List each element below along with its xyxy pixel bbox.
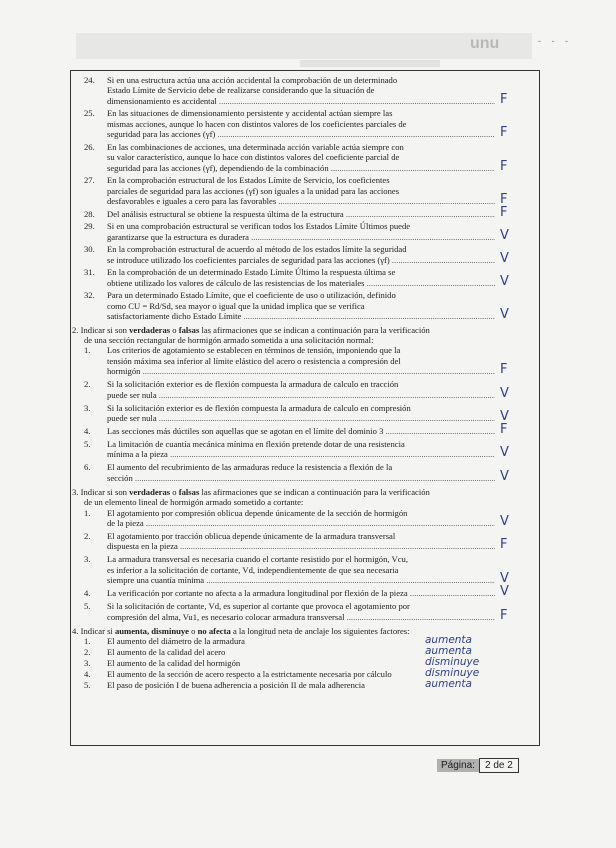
item-line: se introduce utilizado los coeficientes parciales de seguridad para las acciones (γf) ..... [107,255,495,265]
item-line: El agotamiento por compresión oblicua depende únicamente de la sección de hormigón [107,507,408,518]
text: o [172,486,177,497]
item-number: 1. [84,345,91,356]
item-number: 5. [84,601,91,612]
item-number: 2. [84,647,91,657]
text: Indicar si son [80,324,127,335]
item-line: obtiene utilizado los valores de cálculo de las resistencias de los materiales ..... [107,278,495,288]
bold-text: falsas [178,486,200,497]
text: Indicar si son [80,486,127,497]
question-header [72,626,410,636]
item-line: Para un determinado Estado Límite, que el coeficiente de uso o utilización, definido [107,290,396,301]
answer-word: disminuye [425,667,480,679]
item-number: 1. [84,507,91,518]
bold-text: aumenta, disminuye [114,625,189,636]
item-line: su valor característico, aunque lo hace con distintos valores del coeficiente parcial de [107,152,400,163]
item-number: 28. [84,208,95,219]
item-line: Del análisis estructural se obtiene la respuesta última de la estructura ..... [107,209,495,219]
item-line: parciales de seguridad para las acciones (γf) son iguales a la unidad para las acciones [107,185,400,196]
question-header-line: de una sección rectangular de hormigón armado sometida a una solicitación normal: [84,335,374,345]
answer-mark: F [500,91,508,107]
item-line: El aumento del recubrimiento de las armaduras reduce la resistencia a flexión de la [107,462,393,473]
question-number: 3. [72,486,79,497]
bold-text: falsas [178,324,200,335]
item-line: Si la solicitación exterior es de flexión compuesta la armadura de calculo en tracción [107,379,399,390]
item-line: El agotamiento por tracción oblicua depende únicamente de la armadura transversal [107,531,396,541]
item-line: En las situaciones de dimensionamiento persistente y accidental actúan siempre las [107,108,393,119]
item-line: tensión máxima sea inferior al límite elástico del acero o resistencia a compresión del [107,355,401,366]
item-number: 4. [84,588,91,599]
item-line: compresión del alma, Vu1, es necesario colocar armadura transversal ..... [107,612,495,622]
answer-mark: F [500,362,508,378]
scan-mark: - - - [538,36,572,46]
item-line: como CU = Rd/Sd, sea mayor o igual que la unidad implica que se verifica [107,300,365,311]
answer-mark: V [500,468,509,484]
answer-word: aumenta [425,634,472,646]
item-line: dimensionamiento es accidental ..... [107,96,495,106]
item-line: hormigón ..... [107,366,495,376]
item-line: En las combinaciones de acciones, una determinada acción variable actúa siempre con [107,141,404,152]
question-header [72,325,430,335]
item-line: satisfactoriamente dicho Estado Límite ..... [107,311,495,321]
text: las afirmaciones que se indican a continuación para la verificación [201,486,430,497]
item-number: 3. [84,402,91,413]
item-line dots: El aumento de la calidad del hormigón [107,658,241,668]
answer-mark: V [500,571,509,587]
answer-mark: V [500,227,509,243]
answer-mark: F [500,422,508,437]
item-number: 32. [84,290,95,301]
item-line: dispuesta en la pieza ..... [107,541,495,551]
answer-mark: F [500,192,508,207]
item-line: garantizarse que la estructura es duradera ..... [107,232,495,242]
item-number: 3. [84,658,91,668]
text: o [172,324,177,335]
answer-mark: V [500,584,509,600]
item-line: En la comprobación estructural de acuerdo al método de los estados límite la seguridad [107,244,407,255]
item-line: En la comprobación de un determinado Estado Límite Último la respuesta última se [107,267,396,278]
item-line: La limitación de cuantía mecánica mínima en flexión pretende dotar de una resistencia [107,439,405,449]
question-number: 4. [72,625,79,636]
item-line: Si la solicitación de cortante, Vd, es superior al cortante que provoca el agotamiento por [107,601,410,612]
item-line dots: El aumento de la sección de acero respecto a la estrictamente necesaria por cálculo [107,669,392,679]
item-line: mismas acciones, aunque lo hacen con distintos valores de los coeficientes parciales de [107,118,407,129]
item-line: es inferior a la solicitación de cortante, Vd, independientemente de que sea necesaria [107,564,399,575]
answer-mark: V [500,514,509,529]
question-header-line: de un elemento lineal de hormigón armado sometido a cortante: [84,497,304,508]
answer-mark: V [500,445,509,461]
answer-mark: F [500,537,508,553]
item-number: 2. [84,531,91,541]
answer-mark: F [500,607,508,623]
item-number: 5. [84,439,91,449]
faded-header-band [76,33,532,59]
answer-word: aumenta [425,678,472,690]
item-line dots: El aumento del diámetro de la armadura [107,636,245,646]
item-line: puede ser nula ..... [107,413,495,423]
item-line: puede ser nula ..... [107,390,495,400]
item-number: 27. [84,175,95,186]
page-number: 2 de 2 [479,758,519,773]
item-line: de la pieza ..... [107,518,495,528]
item-number: 3. [84,554,91,565]
item-number: 5. [84,680,91,690]
item-line: desfavorables e iguales a cero para las favorables ..... [107,196,495,206]
item-line: La verificación por cortante no afecta a la armadura longitudinal por flexión de la pieza ..... [107,588,495,598]
item-number: 2. [84,379,91,390]
answer-mark: V [500,307,509,322]
bold-text: no afecta [197,625,231,636]
item-number: 30. [84,244,95,255]
item-number: 4. [84,426,91,436]
item-number: 24. [84,75,95,85]
answer-mark: V [500,250,509,266]
item-line: Si en una comprobación estructural se verifican todos los Estados Límite Últimos puede [107,221,411,232]
item-line: siempre una cuantía mínima ..... [107,575,495,585]
item-number: 25. [84,108,95,119]
text: las afirmaciones que se indican a continuación para la verificación [201,324,430,335]
answer-mark: V [500,273,509,289]
answer-mark: F [500,158,508,174]
item-line: Si en una estructura actúa una acción accidental la comprobación de un determinado [107,75,398,85]
text: Indicar si [80,625,113,636]
answer-mark: V [500,385,509,401]
item-number: 31. [84,267,95,278]
bold-text: verdaderas [129,486,171,497]
item-line dots: El aumento de la calidad del acero [107,647,226,657]
answer-mark: F [500,204,508,220]
item-number: 1. [84,636,91,646]
answer-mark: V [500,409,509,424]
item-number: 29. [84,221,95,232]
item-line: La armadura transversal es necesaria cuando el cortante resistido por el hormigón, Vcu, [107,554,408,565]
question-number: 2. [72,324,79,335]
item-line: Los criterios de agotamiento se establecen en términos de tensión, imponiendo que la [107,345,401,356]
item-number: 4. [84,669,91,679]
answer-word: aumenta [425,645,472,657]
answer-mark: F [500,125,508,141]
item-line: seguridad para las acciones (γf), dependiendo de la combinación ..... [107,163,495,173]
bold-text: verdaderas [129,324,171,335]
item-line: sección ..... [107,473,495,483]
item-number: 26. [84,141,95,152]
item-line: Las secciones más dúctiles son aquellas que se agotan en el límite del dominio 3 ..... [107,426,495,436]
faded-logo: unu [470,35,500,52]
text: a la longitud neta de anclaje los siguientes factores: [232,625,410,636]
item-line: mínima a la pieza ..... [107,449,495,459]
faded-subheader [300,60,440,67]
item-line: Estado Límite de Servicio debe de realizarse considerando que la situación de [107,85,375,96]
text: o [191,625,196,636]
answer-word: disminuye [425,656,480,668]
item-number: 6. [84,462,91,473]
question-header [72,487,430,497]
page-label: Página: [437,759,479,772]
item-line: seguridad para las acciones (γf) ..... [107,129,495,139]
item-line: Si la solicitación exterior es de flexión compuesta la armadura de calculo en compresión [107,402,411,413]
item-line: En la comprobación estructural de los Estados Límite de Servicio, los coeficientes [107,175,390,186]
item-line dots: El paso de posición I de buena adherencia a posición II de mala adherencia [107,680,365,690]
